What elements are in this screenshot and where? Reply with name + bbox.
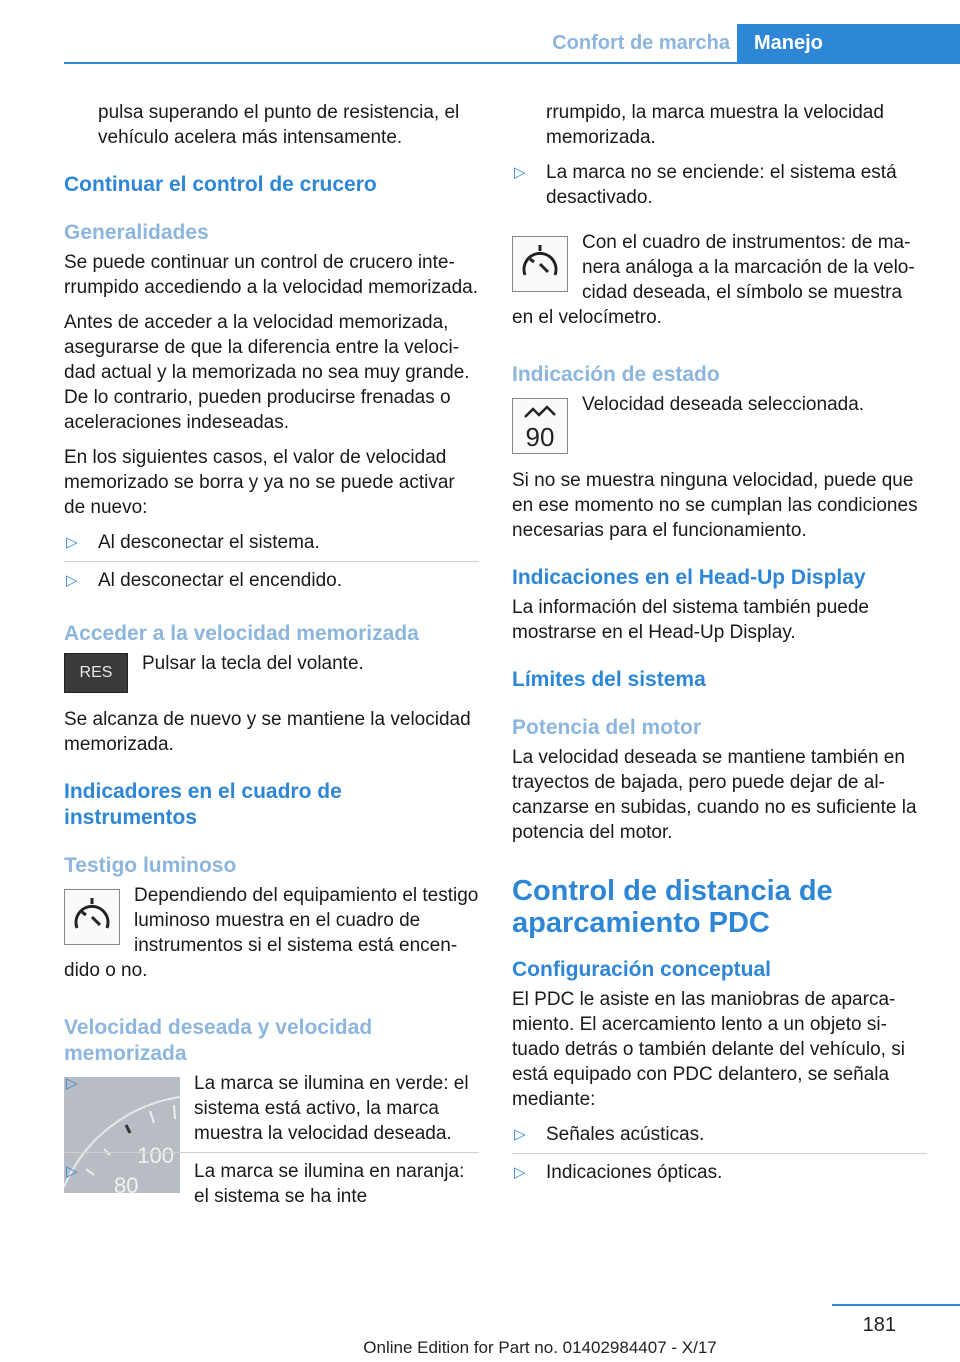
engine-paragraph: La velocidad deseada se mantiene también en trayectos de bajada, pero puede dejar de alcanzarse en subidas, cuando no es suficiente la potencia del motor. <box>512 747 917 843</box>
triangle-bullet-icon: ▷ <box>66 572 78 589</box>
hud-paragraph: La información del sistema también puede mostrarse en el Head-Up Display. <box>512 597 869 643</box>
speedo-label-80: 80 <box>114 1173 139 1193</box>
triangle-bullet-icon: ▷ <box>514 164 526 181</box>
cluster-paragraph: Con el cuadro de instrumentos: de manera análoga a la marcación de la velocidad deseada, el símbolo se muestra en el velocímetro. <box>512 232 915 328</box>
heading-continue-cruise: Continuar el control de crucero <box>64 173 377 196</box>
speedo-block <box>64 1071 479 1223</box>
general-paragraph-1: Se puede continuar un control de crucero interrumpido accediendo a la velocidad memorizada. <box>64 252 479 298</box>
access-paragraph: Pulsar la tecla del volante. <box>142 653 364 674</box>
access-paragraph-2: Se alcanza de nuevo y se mantiene la velocidad memorizada. <box>64 709 471 755</box>
intro-paragraph: pulsa superando el punto de resistencia, el vehículo acelera más intensamente. <box>98 102 460 148</box>
list-item: ▷ Al desconectar el sistema. <box>64 530 479 562</box>
left-column <box>64 100 479 1233</box>
res-block <box>64 651 479 697</box>
speed-90-icon: 90 <box>512 398 568 454</box>
footer-rule <box>832 1304 960 1306</box>
list-item: ▷ La marca se ilumina en verde: el sistema está activo, la marca muestra la velocidad deseada. <box>64 1071 479 1153</box>
cluster-block <box>512 230 927 340</box>
heading-engine-power: Potencia del motor <box>512 716 702 739</box>
heading-hud: Indicaciones en el Head-Up Display <box>512 566 866 589</box>
header-section-title: Confort de marcha <box>552 32 730 54</box>
lamp-block <box>64 883 479 993</box>
speedo-label-100: 100 <box>137 1143 174 1168</box>
triangle-bullet-icon: ▷ <box>66 534 78 551</box>
heading-access-memorized: Acceder a la velocidad memorizada <box>64 622 419 645</box>
right-column <box>512 100 927 1199</box>
heading-status: Indicación de estado <box>512 363 720 386</box>
heading-concept: Configuración conceptual <box>512 958 772 981</box>
header-chapter-tab: Manejo <box>737 24 960 62</box>
status-paragraph-2: Si no se muestra ninguna velocidad, puede que en ese momento no se cumplan las condiciones necesarias para el funcionamiento. <box>512 470 918 541</box>
continued-paragraph: rrumpido, la marca muestra la velocidad memorizada. <box>546 102 884 148</box>
list-item: ▷ Indicaciones ópticas. <box>514 1162 723 1183</box>
status-block <box>512 392 927 458</box>
res-button-icon: RES <box>64 653 128 693</box>
bullet-list-marker <box>64 1071 479 1215</box>
bullet-list-off <box>512 160 927 216</box>
general-paragraph-2: Antes de acceder a la velocidad memorizada, asegurarse de que la diferencia entre la velocidad actual y la memorizada no sea muy grande. De lo contrario, pueden producirse frenadas o aceleraciones indeseadas. <box>64 312 470 433</box>
bullet-list-signals <box>512 1122 927 1191</box>
concept-paragraph: El PDC le asiste en las maniobras de aparcamiento. El acercamiento lento a un objeto situado detrás o también delante del vehículo, si está equipado con PDC delantero, se señala mediante: <box>512 989 905 1110</box>
list-item: ▷ Señales acústicas. <box>512 1122 927 1154</box>
heading-general: Generalidades <box>64 221 209 244</box>
triangle-bullet-icon: ▷ <box>514 1126 526 1143</box>
header-rule <box>64 62 960 64</box>
heading-indicators: Indicadores en el cuadro de instrumentos <box>64 780 342 829</box>
triangle-bullet-icon: ▷ <box>66 1075 78 1092</box>
cruise-control-icon <box>512 236 568 292</box>
list-item: ▷ Al desconectar el encendido. <box>66 570 342 591</box>
cruise-control-icon <box>64 889 120 945</box>
general-paragraph-3: En los siguientes casos, el valor de velocidad memorizado se borra y ya no se puede activar de nuevo: <box>64 447 455 518</box>
footer-edition: Online Edition for Part no. 01402984407 - X/17 <box>363 1338 717 1357</box>
list-item: ▷ La marca se ilumina en naranja: el sistema se ha inte <box>66 1161 465 1207</box>
page-number: 181 <box>862 1314 896 1336</box>
heading-pdc: Control de distancia de aparcamiento PDC <box>512 875 833 939</box>
bullet-list-reset <box>64 530 479 599</box>
triangle-bullet-icon: ▷ <box>66 1163 78 1180</box>
triangle-bullet-icon: ▷ <box>514 1164 526 1181</box>
heading-warning-lamp: Testigo luminoso <box>64 854 237 877</box>
list-item: ▷ La marca no se enciende: el sistema está desactivado. <box>514 162 897 208</box>
heading-desired-speed: Velocidad deseada y velocidad memorizada <box>64 1016 373 1065</box>
lamp-paragraph: Dependiendo del equipamiento el testigo luminoso muestra en el cuadro de instrumentos si el sistema está encendido o no. <box>64 885 479 981</box>
status-paragraph: Velocidad deseada seleccionada. <box>582 394 865 415</box>
heading-system-limits: Límites del sistema <box>512 668 706 691</box>
